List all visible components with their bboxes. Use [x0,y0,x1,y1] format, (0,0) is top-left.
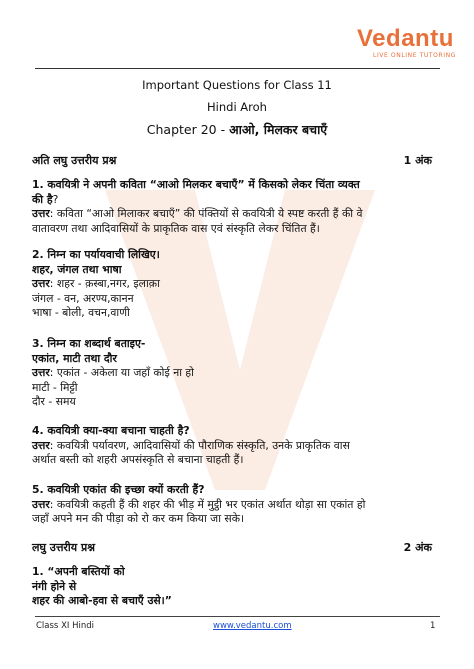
question-1-line1: 1. कवयित्री ने अपनी कविता “आओ मिलकर बचाएँ” में किसको लेकर चिंता व्यक्त [32,178,360,191]
doc-title: Important Questions for Class 11 [142,78,332,92]
chapter-title: आओ, मिलकर बचाएँ [229,122,328,137]
question-2-words: शहर, जंगल तथा भाषा [32,262,122,276]
answer-1-text: : कविता “आओ मिलाकर बचाएँ” की पंक्तियों से कवयित्री ये स्पष्ट करती हैं की वे [49,207,363,220]
answer-3-line1 [32,366,442,381]
answer-1-line1 [32,207,442,222]
question-6-line3: शहर की आबो-हवा से बचाएँ उसे।” [32,594,172,607]
answer-2-line1 [32,277,442,292]
question-1-text-end: की है [32,192,53,206]
header-divider [35,68,440,69]
logo-wordmark: Vedantu [357,25,454,52]
question-1-line2 [32,193,442,208]
doc-subject: Hindi Aroh [207,100,267,114]
question-3-words: एकांत, माटी तथा दौर [32,351,117,365]
footer-website-link[interactable]: www.vedantu.com [213,621,292,631]
answer-3-line2: माटी - मिट्टी [32,380,78,394]
chapter-prefix: Chapter 20 - [146,122,230,137]
question-3-text: 3. निम्न का शब्दार्थ बताइए- [32,337,146,350]
answer-2-text: : शहर - क़स्बा,नगर, इलाक़ा [49,277,160,290]
section-title-short: लघु उत्तरीय प्रश्न [32,541,96,554]
question-6-line2: नंगी होने से [32,579,77,593]
answer-4-line1 [32,439,442,454]
logo-tagline: LIVE ONLINE TUTORING [373,52,456,59]
section-title-very-short: अति लघु उत्तरीय प्रश्न [32,154,117,167]
answer-3-line3: दौर - समय [32,395,76,408]
question-6 [32,565,442,609]
answer-4-line2: अर्थात बस्ती को शहरी अपसंस्कृति से बचाना चाहती हैं। [32,453,244,466]
question-2 [32,248,442,321]
answer-label: उत्तर [32,277,50,290]
answer-5-line1 [32,498,442,513]
answer-5-text: : कवयित्री कहती हैं की शहर की भीड़ में मुट्ठी भर एकांत अर्थात थोड़ा सा एकांत हो [49,497,366,511]
footer-class: Class XI Hindi [36,621,94,631]
question-4 [32,424,442,468]
answer-4-text: : कवयित्री पर्यावरण, आदिवासियों की पौराणिक संस्कृति, उनके प्राकृतिक वास [49,438,350,452]
question-3 [32,337,442,410]
question-4-text: 4. कवयित्री क्या-क्या बचाना चाहती है? [32,424,190,437]
footer-divider [35,616,440,617]
section-marks-1: 1 अंक [403,154,432,167]
answer-3-text: : एकांत - अकेला या जहाँ कोई ना हो [49,366,194,379]
question-6-line1: 1. “अपनी बस्तियों को [32,565,125,578]
answer-2-line3: भाषा - बोली, वचन,वाणी [32,306,130,319]
doc-chapter [0,121,474,138]
question-1-mark: ? [52,192,59,206]
section-marks-2: 2 अंक [403,541,432,554]
answer-2-line2: जंगल - वन, अरण्य,कानन [32,291,134,305]
answer-label: उत्तर [32,438,50,452]
answer-1-line2: वातावरण तथा आदिवासियों के प्राकृतिक वास एवं संस्कृति लेकर चिंतित हैं। [32,221,320,235]
question-5-text: 5. कवयित्री एकांत की इच्छा क्यों करती हैं? [32,483,205,496]
question-2-text: 2. निम्न का पर्यायवाची लिखिए। [32,248,160,261]
question-1 [32,178,442,236]
question-5 [32,483,442,527]
footer-page-number: 1 [430,621,436,631]
vedantu-logo [357,26,457,60]
answer-label: उत्तर [32,207,50,220]
answer-5-line2: जहाँ अपने मन की पीड़ा को रो कर कम किया जा सके। [32,512,245,525]
answer-label: उत्तर [32,366,50,379]
answer-label: उत्तर [32,497,50,511]
